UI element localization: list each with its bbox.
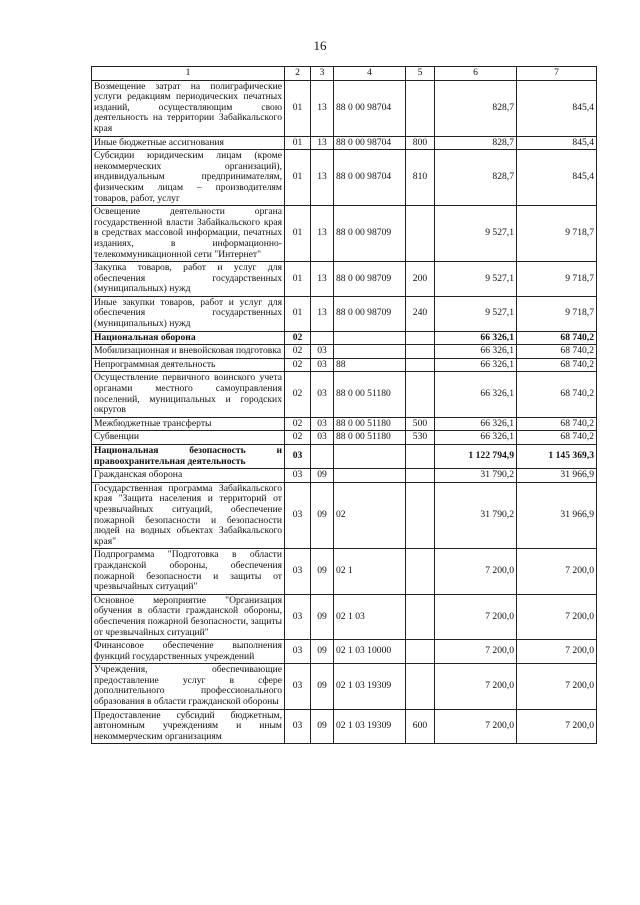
row-amount-year-2: 9 718,7 bbox=[517, 262, 597, 297]
row-section: 02 bbox=[285, 417, 311, 431]
row-name: Закупка товаров, работ и услуг для обеспечения государственных (муниципальных) нужд bbox=[92, 262, 285, 297]
table-row bbox=[92, 417, 597, 431]
row-amount-year-2: 31 966,9 bbox=[517, 469, 597, 483]
row-subsection: 13 bbox=[311, 262, 334, 297]
row-target-article: 02 1 03 10000 bbox=[334, 640, 406, 664]
row-name: Субсидии юридическим лицам (кроме некоммерческих организаций), индивидуальным предпринимателям, физическим лицам – производителям товаров, работ, услуг bbox=[92, 150, 285, 206]
row-section: 03 bbox=[285, 469, 311, 483]
table-row bbox=[92, 469, 597, 483]
row-amount-year-2: 9 718,7 bbox=[517, 296, 597, 331]
row-expense-type bbox=[406, 549, 435, 594]
row-subsection: 09 bbox=[311, 709, 334, 744]
row-target-article: 02 1 bbox=[334, 549, 406, 594]
column-header: 3 bbox=[311, 67, 334, 81]
row-name: Основное мероприятие "Организация обучения в области гражданской обороны, обеспечения пожарной безопасности, защиты от чрезвычайных ситуаций" bbox=[92, 594, 285, 639]
row-name: Государственная программа Забайкальского края "Защита населения и территорий от чрезвычайных ситуаций, обеспечение пожарной безопасности и безопасности людей на водных объектах Забайкальского края" bbox=[92, 482, 285, 549]
row-amount-year-2: 845,4 bbox=[517, 150, 597, 206]
row-amount-year-1: 7 200,0 bbox=[435, 594, 517, 639]
table-row bbox=[92, 206, 597, 262]
row-target-article bbox=[334, 445, 406, 469]
row-amount-year-2: 68 740,2 bbox=[517, 417, 597, 431]
row-target-article: 02 1 03 bbox=[334, 594, 406, 639]
row-name: Подпрограмма "Подготовка в области гражданской обороны, обеспечения пожарной безопасности и защиты от чрезвычайных ситуаций" bbox=[92, 549, 285, 594]
row-expense-type: 240 bbox=[406, 296, 435, 331]
column-header: 4 bbox=[334, 67, 406, 81]
row-amount-year-1: 66 326,1 bbox=[435, 331, 517, 345]
row-subsection bbox=[311, 331, 334, 345]
table-row bbox=[92, 358, 597, 372]
table-row bbox=[92, 296, 597, 331]
row-name: Национальная оборона bbox=[92, 331, 285, 345]
row-amount-year-1: 7 200,0 bbox=[435, 549, 517, 594]
row-target-article: 02 1 03 19309 bbox=[334, 664, 406, 709]
row-amount-year-1: 7 200,0 bbox=[435, 640, 517, 664]
row-expense-type bbox=[406, 372, 435, 417]
table-row bbox=[92, 445, 597, 469]
column-header: 5 bbox=[406, 67, 435, 81]
row-name: Финансовое обеспечение выполнения функций государственных учреждений bbox=[92, 640, 285, 664]
row-subsection: 13 bbox=[311, 80, 334, 136]
row-amount-year-1: 9 527,1 bbox=[435, 296, 517, 331]
row-amount-year-2: 68 740,2 bbox=[517, 358, 597, 372]
table-row bbox=[92, 372, 597, 417]
row-expense-type: 600 bbox=[406, 709, 435, 744]
table-row bbox=[92, 136, 597, 150]
row-amount-year-2: 7 200,0 bbox=[517, 709, 597, 744]
row-expense-type bbox=[406, 206, 435, 262]
row-target-article bbox=[334, 345, 406, 359]
row-expense-type bbox=[406, 482, 435, 549]
row-amount-year-1: 31 790,2 bbox=[435, 469, 517, 483]
row-subsection: 03 bbox=[311, 372, 334, 417]
budget-table bbox=[91, 66, 597, 744]
table-row bbox=[92, 709, 597, 744]
row-amount-year-1: 66 326,1 bbox=[435, 345, 517, 359]
row-amount-year-2: 7 200,0 bbox=[517, 640, 597, 664]
row-expense-type bbox=[406, 445, 435, 469]
row-subsection: 03 bbox=[311, 417, 334, 431]
table-row bbox=[92, 80, 597, 136]
row-amount-year-1: 9 527,1 bbox=[435, 262, 517, 297]
row-amount-year-1: 66 326,1 bbox=[435, 372, 517, 417]
row-subsection bbox=[311, 445, 334, 469]
row-name: Гражданская оборона bbox=[92, 469, 285, 483]
row-subsection: 03 bbox=[311, 431, 334, 445]
row-section: 03 bbox=[285, 549, 311, 594]
row-name: Иные закупки товаров, работ и услуг для обеспечения государственных (муниципальных) нужд bbox=[92, 296, 285, 331]
row-target-article: 88 0 00 51180 bbox=[334, 431, 406, 445]
row-target-article bbox=[334, 331, 406, 345]
row-section: 03 bbox=[285, 594, 311, 639]
row-section: 03 bbox=[285, 709, 311, 744]
row-amount-year-1: 9 527,1 bbox=[435, 206, 517, 262]
row-amount-year-2: 31 966,9 bbox=[517, 482, 597, 549]
row-subsection: 13 bbox=[311, 150, 334, 206]
row-amount-year-2: 68 740,2 bbox=[517, 431, 597, 445]
row-amount-year-2: 9 718,7 bbox=[517, 206, 597, 262]
row-subsection: 09 bbox=[311, 482, 334, 549]
row-subsection: 09 bbox=[311, 664, 334, 709]
row-section: 02 bbox=[285, 358, 311, 372]
row-subsection: 09 bbox=[311, 640, 334, 664]
row-section: 03 bbox=[285, 664, 311, 709]
row-target-article: 88 0 00 98709 bbox=[334, 206, 406, 262]
row-name: Национальная безопасность и правоохранительная деятельность bbox=[92, 445, 285, 469]
row-target-article: 88 0 00 51180 bbox=[334, 372, 406, 417]
row-expense-type bbox=[406, 331, 435, 345]
table-row bbox=[92, 594, 597, 639]
row-amount-year-1: 828,7 bbox=[435, 80, 517, 136]
row-name: Осуществление первичного воинского учета органами местного самоуправления поселений, муниципальных и городских округов bbox=[92, 372, 285, 417]
row-section: 01 bbox=[285, 296, 311, 331]
row-amount-year-2: 68 740,2 bbox=[517, 372, 597, 417]
table-header-row bbox=[92, 67, 597, 81]
row-amount-year-2: 845,4 bbox=[517, 80, 597, 136]
row-expense-type bbox=[406, 358, 435, 372]
row-amount-year-2: 1 145 369,3 bbox=[517, 445, 597, 469]
row-name: Непрограммная деятельность bbox=[92, 358, 285, 372]
row-expense-type: 800 bbox=[406, 136, 435, 150]
row-target-article: 88 0 00 98704 bbox=[334, 136, 406, 150]
row-section: 03 bbox=[285, 640, 311, 664]
column-header: 2 bbox=[285, 67, 311, 81]
row-name: Учреждения, обеспечивающие предоставление услуг в сфере дополнительного профессионального образования в области гражданской обороны bbox=[92, 664, 285, 709]
row-amount-year-2: 7 200,0 bbox=[517, 664, 597, 709]
row-target-article: 88 0 00 51180 bbox=[334, 417, 406, 431]
row-section: 01 bbox=[285, 206, 311, 262]
row-amount-year-1: 66 326,1 bbox=[435, 358, 517, 372]
row-subsection: 09 bbox=[311, 594, 334, 639]
table-row bbox=[92, 331, 597, 345]
row-subsection: 03 bbox=[311, 358, 334, 372]
row-subsection: 03 bbox=[311, 345, 334, 359]
table-row bbox=[92, 150, 597, 206]
table-row bbox=[92, 262, 597, 297]
row-amount-year-2: 7 200,0 bbox=[517, 594, 597, 639]
row-section: 01 bbox=[285, 136, 311, 150]
row-subsection: 09 bbox=[311, 549, 334, 594]
row-expense-type: 500 bbox=[406, 417, 435, 431]
row-section: 02 bbox=[285, 345, 311, 359]
row-section: 03 bbox=[285, 445, 311, 469]
row-amount-year-2: 68 740,2 bbox=[517, 331, 597, 345]
page-number: 16 bbox=[313, 38, 327, 53]
row-amount-year-1: 7 200,0 bbox=[435, 664, 517, 709]
row-name: Иные бюджетные ассигнования bbox=[92, 136, 285, 150]
column-header: 1 bbox=[92, 67, 285, 81]
table-row bbox=[92, 664, 597, 709]
row-name: Освещение деятельности органа государственной власти Забайкальского края в средствах массовой информации, печатных изданиях, в информационно-телекоммуникационной сети "Интернет" bbox=[92, 206, 285, 262]
row-amount-year-1: 828,7 bbox=[435, 150, 517, 206]
row-expense-type bbox=[406, 80, 435, 136]
row-target-article bbox=[334, 469, 406, 483]
row-subsection: 13 bbox=[311, 136, 334, 150]
row-amount-year-2: 68 740,2 bbox=[517, 345, 597, 359]
row-amount-year-1: 1 122 794,9 bbox=[435, 445, 517, 469]
row-section: 02 bbox=[285, 372, 311, 417]
row-name: Субвенции bbox=[92, 431, 285, 445]
row-target-article: 02 1 03 19309 bbox=[334, 709, 406, 744]
row-expense-type: 200 bbox=[406, 262, 435, 297]
row-section: 01 bbox=[285, 262, 311, 297]
row-target-article: 88 0 00 98709 bbox=[334, 262, 406, 297]
row-expense-type: 810 bbox=[406, 150, 435, 206]
row-name: Возмещение затрат на полиграфические услуги редакциям периодических печатных изданий, осуществляющим свою деятельность на территории Забайкальского края bbox=[92, 80, 285, 136]
row-section: 01 bbox=[285, 150, 311, 206]
row-amount-year-1: 31 790,2 bbox=[435, 482, 517, 549]
row-expense-type bbox=[406, 664, 435, 709]
row-expense-type bbox=[406, 594, 435, 639]
row-amount-year-2: 7 200,0 bbox=[517, 549, 597, 594]
row-name: Мобилизационная и вневойсковая подготовка bbox=[92, 345, 285, 359]
row-subsection: 09 bbox=[311, 469, 334, 483]
row-section: 02 bbox=[285, 431, 311, 445]
row-expense-type bbox=[406, 640, 435, 664]
row-target-article: 88 bbox=[334, 358, 406, 372]
row-amount-year-1: 66 326,1 bbox=[435, 431, 517, 445]
table-row bbox=[92, 482, 597, 549]
row-subsection: 13 bbox=[311, 296, 334, 331]
row-amount-year-1: 828,7 bbox=[435, 136, 517, 150]
row-subsection: 13 bbox=[311, 206, 334, 262]
row-amount-year-1: 66 326,1 bbox=[435, 417, 517, 431]
row-section: 01 bbox=[285, 80, 311, 136]
row-target-article: 88 0 00 98704 bbox=[334, 80, 406, 136]
table-row bbox=[92, 549, 597, 594]
table-row bbox=[92, 345, 597, 359]
row-name: Межбюджетные трансферты bbox=[92, 417, 285, 431]
row-section: 02 bbox=[285, 331, 311, 345]
row-section: 03 bbox=[285, 482, 311, 549]
table-row bbox=[92, 640, 597, 664]
column-header: 6 bbox=[435, 67, 517, 81]
row-expense-type bbox=[406, 345, 435, 359]
row-target-article: 88 0 00 98704 bbox=[334, 150, 406, 206]
row-expense-type bbox=[406, 469, 435, 483]
row-target-article: 02 bbox=[334, 482, 406, 549]
row-expense-type: 530 bbox=[406, 431, 435, 445]
row-amount-year-1: 7 200,0 bbox=[435, 709, 517, 744]
row-name: Предоставление субсидий бюджетным, автономным учреждениям и иным некоммерческим организациям bbox=[92, 709, 285, 744]
table-body bbox=[92, 80, 597, 744]
row-amount-year-2: 845,4 bbox=[517, 136, 597, 150]
column-header: 7 bbox=[517, 67, 597, 81]
table-row bbox=[92, 431, 597, 445]
row-target-article: 88 0 00 98709 bbox=[334, 296, 406, 331]
